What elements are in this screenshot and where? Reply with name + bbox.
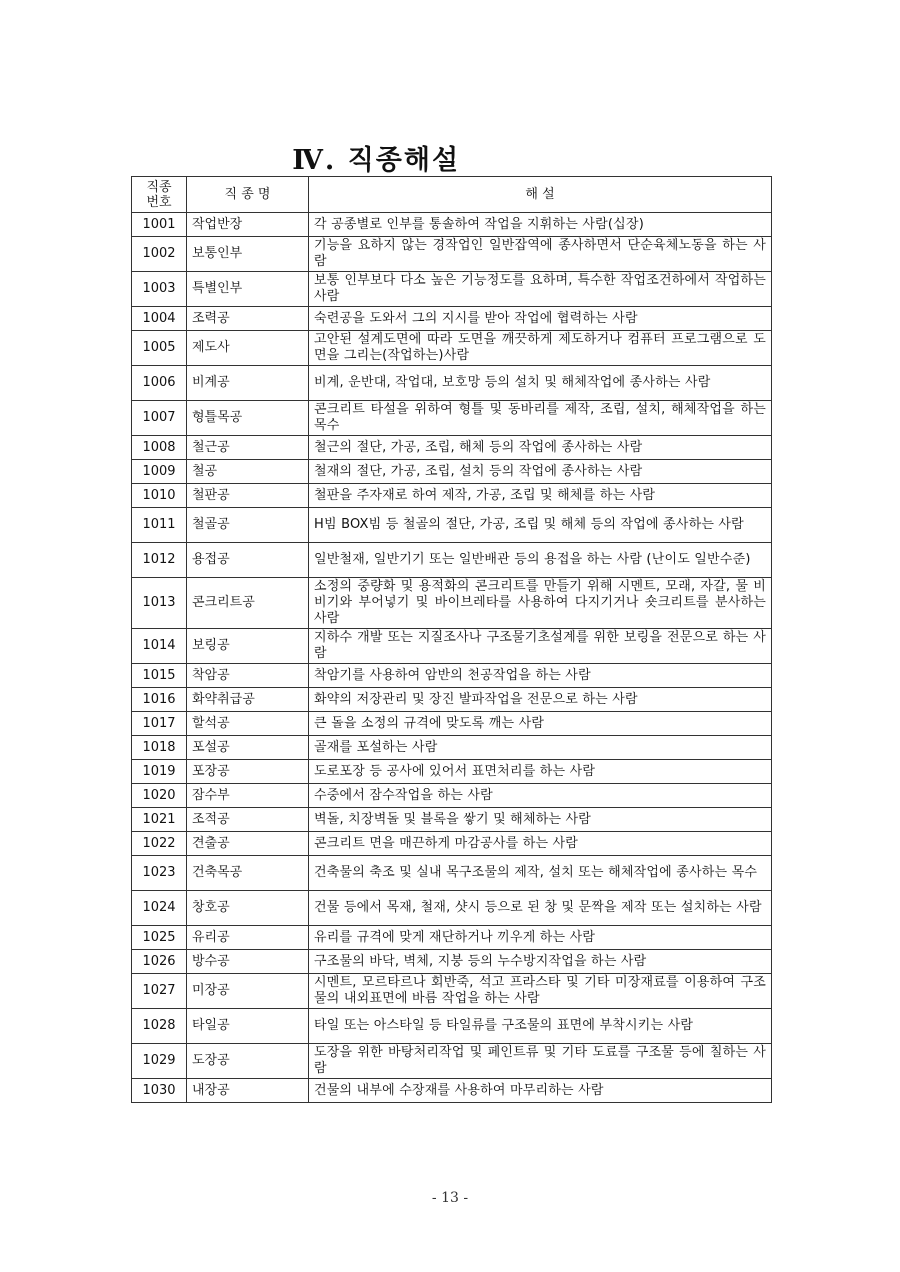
job-desc-cell: 건물의 내부에 수장재를 사용하여 마무리하는 사람 [309, 1079, 772, 1103]
job-desc-cell: 시멘트, 모르타르나 회반죽, 석고 프라스타 및 기타 미장재료를 이용하여 구조물의 내외표면에 바름 작업을 하는 사람 [309, 974, 772, 1009]
job-code-cell: 1006 [132, 366, 187, 401]
job-code-cell: 1019 [132, 760, 187, 784]
job-name-cell [187, 629, 309, 664]
job-name-cell [187, 1009, 309, 1044]
job-code-cell: 1008 [132, 436, 187, 460]
job-desc-cell: 수중에서 잠수작업을 하는 사람 [309, 784, 772, 808]
job-name-cell [187, 926, 309, 950]
job-code-cell: 1027 [132, 974, 187, 1009]
table-row [132, 629, 772, 664]
job-code-cell: 1016 [132, 688, 187, 712]
job-name-cell [187, 856, 309, 891]
job-code-cell: 1023 [132, 856, 187, 891]
table-row [132, 307, 772, 331]
job-name: 건축목공 [192, 865, 243, 880]
job-code-cell: 1001 [132, 213, 187, 237]
table-row [132, 950, 772, 974]
job-name: 포설공 [192, 739, 230, 755]
job-name: 철골공 [192, 517, 230, 532]
job-name-cell [187, 578, 309, 629]
job-desc-cell: 고안된 설계도면에 따라 도면을 깨끗하게 제도하거나 컴퓨터 프로그램으로 도면을 그리는(작업하는)사람 [309, 331, 772, 366]
job-desc-cell: 벽돌, 치장벽돌 및 블록을 쌓기 및 해체하는 사람 [309, 808, 772, 832]
table-row [132, 974, 772, 1009]
job-code-cell: 1002 [132, 237, 187, 272]
job-desc-cell: 지하수 개발 또는 지질조사나 구조물기초설계를 위한 보링을 전문으로 하는 사람 [309, 629, 772, 664]
job-name: 철판공 [192, 487, 230, 503]
job-name: 화약취급공 [192, 691, 255, 707]
job-name: 착암공 [192, 667, 230, 683]
job-code-cell: 1029 [132, 1044, 187, 1079]
job-desc-cell: 건축물의 축조 및 실내 목구조물의 제작, 설치 또는 해체작업에 종사하는 목수 [309, 856, 772, 891]
table-row [132, 1079, 772, 1103]
table-row [132, 508, 772, 543]
job-name: 보링공 [192, 638, 230, 653]
job-desc-cell: 기능을 요하지 않는 경작업인 일반잡역에 종사하면서 단순육체노동을 하는 사람 [309, 237, 772, 272]
job-name-cell [187, 237, 309, 272]
job-desc-cell: 콘크리트 면을 매끈하게 마감공사를 하는 사람 [309, 832, 772, 856]
job-name: 할석공 [192, 715, 230, 731]
job-desc-cell: 각 공종별로 인부를 통솔하여 작업을 지휘하는 사람(십장) [309, 213, 772, 237]
job-desc-cell: 콘크리트 타설을 위하여 형틀 및 동바리를 제작, 조립, 설치, 해체작업을 하는 목수 [309, 401, 772, 436]
job-name: 내장공 [192, 1082, 230, 1098]
job-name-cell [187, 272, 309, 307]
job-name-cell [187, 712, 309, 736]
title-numeral: Ⅳ. [292, 145, 337, 176]
job-name-cell [187, 736, 309, 760]
title-word: 직종해설 [347, 145, 461, 176]
job-name-cell [187, 832, 309, 856]
table-row [132, 272, 772, 307]
job-desc-cell: 골재를 포설하는 사람 [309, 736, 772, 760]
page-title [0, 146, 900, 176]
table-row [132, 664, 772, 688]
table-row [132, 891, 772, 926]
job-name-cell [187, 1044, 309, 1079]
table-row [132, 578, 772, 629]
job-name: 유리공 [192, 929, 230, 945]
job-desc-cell: 도장을 위한 바탕처리작업 및 페인트류 및 기타 도료를 구조물 등에 칠하는 사람 [309, 1044, 772, 1079]
job-desc-cell: 도로포장 등 공사에 있어서 표면처리를 하는 사람 [309, 760, 772, 784]
job-name-cell [187, 543, 309, 578]
job-code-cell: 1020 [132, 784, 187, 808]
job-desc-cell: 보통 인부보다 다소 높은 기능정도를 요하며, 특수한 작업조건하에서 작업하는 사람 [309, 272, 772, 307]
job-code-cell: 1030 [132, 1079, 187, 1103]
table-row [132, 712, 772, 736]
table-row [132, 736, 772, 760]
table-row [132, 856, 772, 891]
job-desc-cell: 타일 또는 아스타일 등 타일류를 구조물의 표면에 부착시키는 사람 [309, 1009, 772, 1044]
job-name-cell [187, 401, 309, 436]
job-name: 타일공 [192, 1018, 230, 1033]
job-name: 콘크리트공 [192, 595, 255, 610]
table-header-row [132, 177, 772, 213]
job-name-cell [187, 331, 309, 366]
job-name: 특별인부 [192, 281, 243, 296]
table-row [132, 808, 772, 832]
job-name: 조적공 [192, 811, 230, 827]
job-name-cell [187, 484, 309, 508]
header-name: 직 종 명 [187, 177, 309, 213]
job-code-cell: 1004 [132, 307, 187, 331]
job-code-cell: 1017 [132, 712, 187, 736]
table-row [132, 460, 772, 484]
job-name-cell [187, 508, 309, 543]
job-name-cell [187, 974, 309, 1009]
job-code-cell: 1028 [132, 1009, 187, 1044]
job-name-cell [187, 808, 309, 832]
job-desc-cell: 유리를 규격에 맞게 재단하거나 끼우게 하는 사람 [309, 926, 772, 950]
table-row [132, 331, 772, 366]
job-desc-cell: 소정의 중량화 및 용적화의 콘크리트를 만들기 위해 시멘트, 모래, 자갈, 물 비비기와 부어넣기 및 바이브레타를 사용하여 다지기거나 숏크리트를 분사하는 사람 [309, 578, 772, 629]
job-name-cell [187, 784, 309, 808]
job-name-cell [187, 436, 309, 460]
job-name: 철근공 [192, 439, 230, 455]
job-name-cell [187, 366, 309, 401]
table-row [132, 784, 772, 808]
job-name-cell [187, 664, 309, 688]
job-code-cell: 1015 [132, 664, 187, 688]
job-code-cell: 1007 [132, 401, 187, 436]
job-code-cell: 1010 [132, 484, 187, 508]
job-code-cell: 1003 [132, 272, 187, 307]
job-name: 잠수부 [192, 787, 230, 803]
table-row [132, 832, 772, 856]
table-row [132, 760, 772, 784]
job-code-cell: 1025 [132, 926, 187, 950]
job-name-cell [187, 307, 309, 331]
job-name: 작업반장 [192, 216, 243, 232]
table-row [132, 401, 772, 436]
job-desc-cell: 큰 돌을 소정의 규격에 맞도록 깨는 사람 [309, 712, 772, 736]
job-name: 비계공 [192, 375, 230, 390]
job-name-cell [187, 760, 309, 784]
table-row [132, 1009, 772, 1044]
job-name: 견출공 [192, 835, 230, 851]
job-desc-cell: 철재의 절단, 가공, 조립, 설치 등의 작업에 종사하는 사람 [309, 460, 772, 484]
job-code-cell: 1026 [132, 950, 187, 974]
job-code-cell: 1021 [132, 808, 187, 832]
job-name-cell [187, 950, 309, 974]
table-row [132, 237, 772, 272]
page-number: - 13 - [431, 1190, 469, 1206]
job-code-cell: 1012 [132, 543, 187, 578]
job-code-cell: 1013 [132, 578, 187, 629]
job-name: 미장공 [192, 983, 230, 998]
job-code-cell: 1005 [132, 331, 187, 366]
job-code-cell: 1014 [132, 629, 187, 664]
job-name-cell [187, 460, 309, 484]
job-name: 창호공 [192, 900, 230, 915]
header-desc: 해 설 [309, 177, 772, 213]
table-row [132, 213, 772, 237]
job-desc-cell: 숙련공을 도와서 그의 지시를 받아 작업에 협력하는 사람 [309, 307, 772, 331]
job-name: 도장공 [192, 1053, 230, 1068]
table-row [132, 484, 772, 508]
job-desc-cell: 화약의 저장관리 및 장진 발파작업을 전문으로 하는 사람 [309, 688, 772, 712]
table-row [132, 688, 772, 712]
job-desc-cell: 비계, 운반대, 작업대, 보호망 등의 설치 및 해체작업에 종사하는 사람 [309, 366, 772, 401]
job-desc-cell: 철근의 절단, 가공, 조립, 해체 등의 작업에 종사하는 사람 [309, 436, 772, 460]
job-name: 방수공 [192, 953, 230, 969]
job-name-cell [187, 688, 309, 712]
job-description-table [131, 176, 772, 1103]
header-code: 직종 번호 [132, 177, 187, 213]
job-code-cell: 1018 [132, 736, 187, 760]
job-code-cell: 1011 [132, 508, 187, 543]
table-body [132, 213, 772, 1103]
job-desc-cell: 착암기를 사용하여 암반의 천공작업을 하는 사람 [309, 664, 772, 688]
job-name: 포장공 [192, 763, 230, 779]
job-name: 용접공 [192, 552, 230, 567]
table-row [132, 366, 772, 401]
job-desc-cell: H빔 BOX빔 등 철골의 절단, 가공, 조립 및 해체 등의 작업에 종사하는 사람 [309, 508, 772, 543]
job-desc-cell: 구조물의 바닥, 벽체, 지붕 등의 누수방지작업을 하는 사람 [309, 950, 772, 974]
job-name: 보통인부 [192, 246, 243, 261]
job-name: 철공 [192, 463, 218, 479]
table-row [132, 1044, 772, 1079]
job-code-cell: 1022 [132, 832, 187, 856]
job-name: 조력공 [192, 310, 230, 326]
job-code-cell: 1024 [132, 891, 187, 926]
job-code-cell: 1009 [132, 460, 187, 484]
job-desc-cell: 철판을 주자재로 하여 제작, 가공, 조립 및 해체를 하는 사람 [309, 484, 772, 508]
table-row [132, 926, 772, 950]
table-row [132, 543, 772, 578]
job-name-cell [187, 1079, 309, 1103]
job-desc-cell: 건물 등에서 목재, 철재, 샷시 등으로 된 창 및 문짝을 제작 또는 설치하는 사람 [309, 891, 772, 926]
job-desc-cell: 일반철재, 일반기기 또는 일반배관 등의 용접을 하는 사람 (난이도 일반수준) [309, 543, 772, 578]
job-name: 제도사 [192, 340, 230, 355]
table-row [132, 436, 772, 460]
job-name-cell [187, 213, 309, 237]
job-name-cell [187, 891, 309, 926]
job-name: 형틀목공 [192, 410, 243, 425]
